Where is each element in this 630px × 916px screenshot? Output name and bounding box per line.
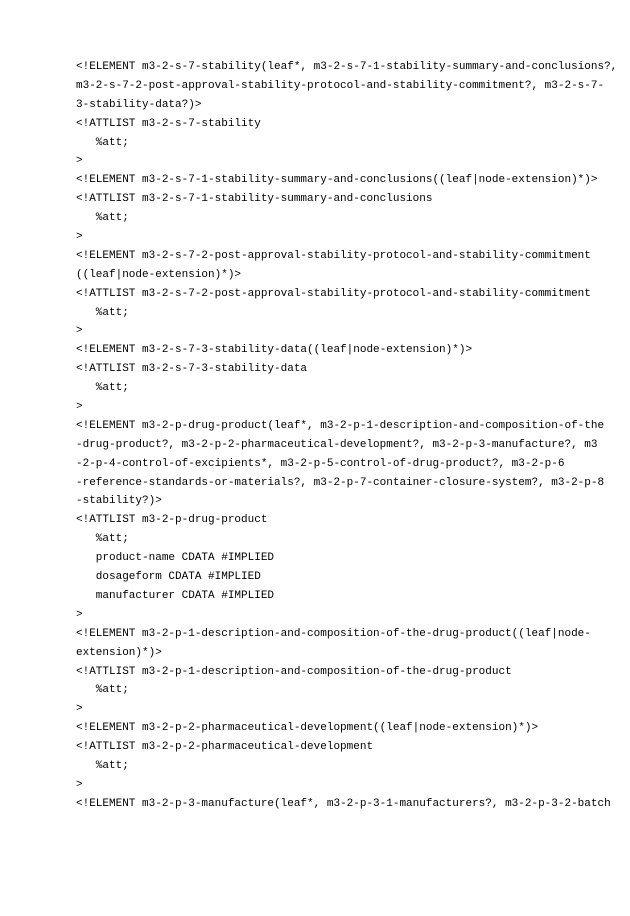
dtd-line: <!ATTLIST m3-2-s-7-1-stability-summary-and-conclusions xyxy=(76,193,433,206)
dtd-line: -drug-product?, m3-2-p-2-pharmaceutical-development?, m3-2-p-3-manufacture?, m3 xyxy=(76,438,598,451)
dtd-line: %att; xyxy=(76,684,129,697)
dtd-line: manufacturer CDATA #IMPLIED xyxy=(76,589,275,602)
dtd-line: <!ELEMENT m3-2-s-7-1-stability-summary-and-conclusions((leaf|node-extension)*)> xyxy=(76,174,598,187)
dtd-line: -reference-standards-or-materials?, m3-2-p-7-container-closure-system?, m3-2-p-8 xyxy=(76,476,605,489)
dtd-line: <!ATTLIST m3-2-p-1-description-and-composition-of-the-drug-product xyxy=(76,665,512,678)
dtd-line: <!ELEMENT m3-2-p-drug-product(leaf*, m3-2-p-1-description-and-composition-of-the xyxy=(76,419,605,432)
dtd-line: <!ATTLIST m3-2-p-2-pharmaceutical-development xyxy=(76,741,374,754)
dtd-line: <!ATTLIST m3-2-p-drug-product xyxy=(76,514,268,527)
dtd-line: > xyxy=(76,231,83,244)
dtd-line: <!ATTLIST m3-2-s-7-3-stability-data xyxy=(76,363,308,376)
dtd-line: product-name CDATA #IMPLIED xyxy=(76,552,275,565)
dtd-line: extension)*)> xyxy=(76,646,162,659)
dtd-document xyxy=(76,58,618,814)
dtd-line: > xyxy=(76,703,83,716)
dtd-line: <!ELEMENT m3-2-s-7-2-post-approval-stability-protocol-and-stability-commitment xyxy=(76,249,591,262)
dtd-line: -2-p-4-control-of-excipients*, m3-2-p-5-control-of-drug-product?, m3-2-p-6 xyxy=(76,457,565,470)
dtd-line: > xyxy=(76,401,83,414)
dtd-line: m3-2-s-7-2-post-approval-stability-protocol-and-stability-commitment?, m3-2-s-7- xyxy=(76,79,605,92)
dtd-line: > xyxy=(76,155,83,168)
dtd-line: > xyxy=(76,778,83,791)
dtd-line: %att; xyxy=(76,533,129,546)
dtd-line: -stability?)> xyxy=(76,495,162,508)
dtd-line: <!ELEMENT m3-2-p-2-pharmaceutical-development((leaf|node-extension)*)> xyxy=(76,722,539,735)
dtd-line: <!ATTLIST m3-2-s-7-stability xyxy=(76,117,261,130)
dtd-line: ((leaf|node-extension)*)> xyxy=(76,268,242,281)
dtd-line: <!ELEMENT m3-2-s-7-stability(leaf*, m3-2-s-7-1-stability-summary-and-conclusions?, xyxy=(76,61,618,73)
dtd-line: %att; xyxy=(76,759,129,772)
dtd-line: > xyxy=(76,608,83,621)
dtd-line: <!ELEMENT m3-2-p-1-description-and-composition-of-the-drug-product((leaf|node- xyxy=(76,627,591,640)
dtd-line: > xyxy=(76,325,83,338)
dtd-line: <!ATTLIST m3-2-s-7-2-post-approval-stability-protocol-and-stability-commitment xyxy=(76,287,591,300)
dtd-line: dosageform CDATA #IMPLIED xyxy=(76,571,261,584)
dtd-line: %att; xyxy=(76,306,129,319)
dtd-line: %att; xyxy=(76,382,129,395)
dtd-line: %att; xyxy=(76,136,129,149)
dtd-line: %att; xyxy=(76,212,129,225)
dtd-line: 3-stability-data?)> xyxy=(76,98,202,111)
dtd-line: <!ELEMENT m3-2-s-7-3-stability-data((leaf|node-extension)*)> xyxy=(76,344,473,357)
dtd-line: <!ELEMENT m3-2-p-3-manufacture(leaf*, m3-2-p-3-1-manufacturers?, m3-2-p-3-2-batch xyxy=(76,797,611,810)
